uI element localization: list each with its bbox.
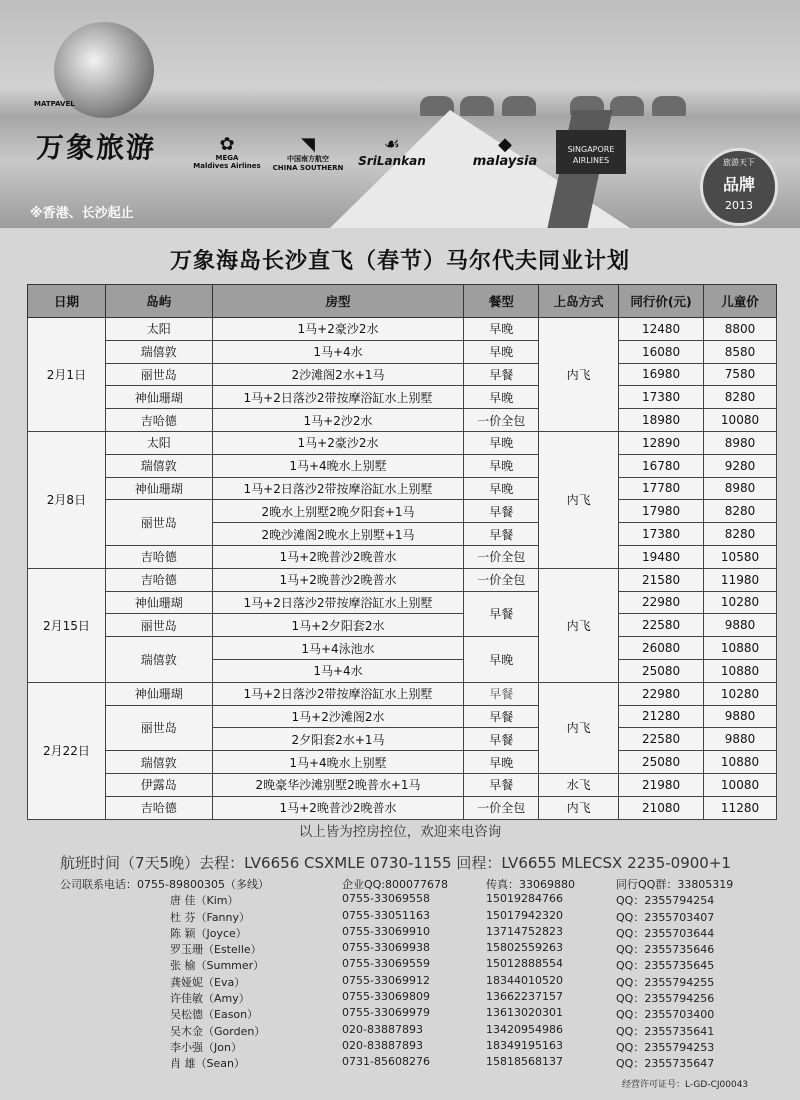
col-child-price: 儿童价 (704, 285, 777, 318)
company-phone: 公司联系电话：0755-89800305（多线） (60, 878, 269, 891)
child-price-cell: 7580 (704, 363, 777, 386)
airline-china-southern: ◥ 中国南方航空 CHINA SOUTHERN (268, 136, 348, 172)
contact-tel: 0755-33069809 (342, 990, 430, 1004)
meal-cell: 早晚 (464, 477, 539, 500)
island-cell: 神仙珊瑚 (105, 591, 212, 614)
contact-qq: QQ：2355794255 (616, 975, 715, 989)
meal-cell: 早餐 (464, 500, 539, 523)
airline-mega: ✿ MEGA Maldives Airlines (193, 134, 261, 170)
booking-note: 以上皆为控房控位，欢迎来电咨询 (298, 824, 502, 840)
transfer-cell: 内飞 (539, 431, 619, 568)
table-row (28, 363, 777, 386)
price-cell: 22580 (619, 614, 704, 637)
child-price-cell: 10080 (704, 773, 777, 796)
room-cell: 2晚豪华沙滩别墅2晚普水+1马 (212, 773, 464, 796)
contact-qq: QQ：2355735641 (616, 1024, 715, 1038)
hero-banner (0, 0, 800, 228)
contact-name: 唐 佳（Kim） (170, 894, 239, 908)
room-cell: 1马+2日落沙2带按摩浴缸水上别墅 (212, 386, 464, 409)
room-cell: 2夕阳套2水+1马 (212, 728, 464, 751)
price-cell: 21280 (619, 705, 704, 728)
price-cell: 18980 (619, 409, 704, 432)
col-date: 日期 (28, 285, 106, 318)
contact-qq: QQ：2355703644 (616, 926, 715, 940)
contact-mobile: 18344010520 (486, 973, 563, 987)
island-cell: 太阳 (105, 431, 212, 454)
contact-tel: 0755-33069912 (342, 973, 430, 987)
meal-cell: 早餐 (464, 682, 539, 705)
child-price-cell: 10580 (704, 545, 777, 568)
table-row (28, 477, 777, 500)
contact-mobile: 15012888554 (486, 957, 563, 971)
contact-mobile: 18349195163 (486, 1038, 563, 1052)
price-cell: 26080 (619, 637, 704, 660)
meal-cell: 早餐 (464, 591, 539, 637)
contact-name: 肖 雄（Sean） (170, 1057, 245, 1071)
company-qq: 企业QQ:800077678 (342, 878, 449, 891)
table-row (28, 705, 777, 728)
table-row (28, 454, 777, 477)
island-cell: 瑞僖敦 (105, 340, 212, 363)
island-cell: 瑞僖敦 (105, 637, 212, 683)
meal-cell: 早餐 (464, 705, 539, 728)
contact-mobile: 13714752823 (486, 924, 563, 938)
island-cell: 瑞僖敦 (105, 454, 212, 477)
col-price: 同行价(元) (619, 285, 704, 318)
price-cell: 12480 (619, 318, 704, 341)
room-cell: 1马+4晚水上别墅 (212, 751, 464, 774)
island-cell: 神仙珊瑚 (105, 682, 212, 705)
meal-cell: 早餐 (464, 523, 539, 546)
child-price-cell: 8280 (704, 386, 777, 409)
contact-tel: 020-83887893 (342, 1022, 423, 1036)
tail-icon: ◥ (301, 134, 315, 155)
company-qq-group: 同行QQ群：33805319 (616, 878, 734, 891)
price-cell: 17980 (619, 500, 704, 523)
room-cell: 1马+2晚普沙2晚普水 (212, 568, 464, 591)
date-cell: 2月22日 (28, 682, 106, 819)
meal-cell: 早晚 (464, 751, 539, 774)
airline-srilankan: ☙ SriLankan (352, 136, 432, 168)
meal-cell: 一价全包 (464, 796, 539, 819)
meal-cell: 早晚 (464, 340, 539, 363)
table-row (28, 500, 777, 523)
kite-icon: ◆ (498, 134, 512, 155)
table-row (28, 386, 777, 409)
contact-name: 吴松德（Eason） (170, 1008, 259, 1022)
price-cell: 21980 (619, 773, 704, 796)
island-cell: 吉哈德 (105, 409, 212, 432)
date-cell: 2月8日 (28, 431, 106, 568)
island-cell: 吉哈德 (105, 796, 212, 819)
island-cell: 神仙珊瑚 (105, 386, 212, 409)
contact-name: 李小强（Jon） (170, 1040, 242, 1054)
meal-cell: 早晚 (464, 637, 539, 683)
child-price-cell: 10880 (704, 659, 777, 682)
child-price-cell: 10280 (704, 591, 777, 614)
child-price-cell: 8280 (704, 500, 777, 523)
flower-icon: ✿ (219, 134, 235, 155)
table-row (28, 591, 777, 614)
room-cell: 1马+2晚普沙2晚普水 (212, 545, 464, 568)
price-cell: 25080 (619, 659, 704, 682)
child-price-cell: 8280 (704, 523, 777, 546)
child-price-cell: 10880 (704, 637, 777, 660)
col-room: 房型 (212, 285, 464, 318)
price-cell: 21580 (619, 568, 704, 591)
price-cell: 16780 (619, 454, 704, 477)
contact-tel: 0755-33069910 (342, 924, 430, 938)
col-transfer: 上岛方式 (539, 285, 619, 318)
island-cell: 吉哈德 (105, 545, 212, 568)
transfer-cell: 内飞 (539, 568, 619, 682)
child-price-cell: 10880 (704, 751, 777, 774)
table-row (28, 409, 777, 432)
contact-qq: QQ：2355735645 (616, 959, 715, 973)
room-cell: 2沙滩阁2水+1马 (212, 363, 464, 386)
island-cell: 丽世岛 (105, 363, 212, 386)
company-fax: 传真：33069880 (486, 878, 575, 891)
island-cell: 丽世岛 (105, 705, 212, 751)
table-row (28, 545, 777, 568)
contact-tel: 0731-85608276 (342, 1055, 430, 1069)
contact-tel: 0755-33069558 (342, 892, 430, 906)
meal-cell: 早晚 (464, 454, 539, 477)
contact-mobile: 13613020301 (486, 1006, 563, 1020)
meal-cell: 一价全包 (464, 409, 539, 432)
room-cell: 2晚水上别墅2晚夕阳套+1马 (212, 500, 464, 523)
child-price-cell: 8980 (704, 431, 777, 454)
contact-tel: 0755-33069938 (342, 941, 430, 955)
contact-tel: 0755-33051163 (342, 908, 430, 922)
contact-name: 罗玉珊（Estelle） (170, 943, 262, 957)
table-row (28, 318, 777, 341)
table-row (28, 614, 777, 637)
island-cell: 丽世岛 (105, 614, 212, 637)
table-row (28, 751, 777, 774)
license-number: 经营许可证号：L-GD-CJ00043 (622, 1080, 749, 1090)
contact-qq: QQ：2355703400 (616, 1008, 715, 1022)
table-row (28, 682, 777, 705)
room-cell: 1马+4泳池水 (212, 637, 464, 660)
price-cell: 22580 (619, 728, 704, 751)
brand-award-badge: 旅游天下 品牌 2013 (700, 148, 778, 226)
room-cell: 1马+4水 (212, 340, 464, 363)
room-cell: 1马+4水 (212, 659, 464, 682)
contact-mobile: 15802559263 (486, 941, 563, 955)
price-cell: 12890 (619, 431, 704, 454)
child-price-cell: 8580 (704, 340, 777, 363)
island-cell: 神仙珊瑚 (105, 477, 212, 500)
price-cell: 21080 (619, 796, 704, 819)
table-row (28, 773, 777, 796)
island-cell: 丽世岛 (105, 500, 212, 546)
room-cell: 1马+4晚水上别墅 (212, 454, 464, 477)
room-cell: 1马+2沙滩阁2水 (212, 705, 464, 728)
room-cell: 1马+2夕阳套2水 (212, 614, 464, 637)
meal-cell: 一价全包 (464, 568, 539, 591)
peacock-icon: ☙ (383, 134, 401, 155)
price-cell: 17380 (619, 523, 704, 546)
island-cell: 伊露岛 (105, 773, 212, 796)
child-price-cell: 9880 (704, 705, 777, 728)
contact-tel: 0755-33069559 (342, 957, 430, 971)
origin-note: ※香港、长沙起止 (30, 206, 134, 221)
contact-qq: QQ：2355703407 (616, 910, 715, 924)
contact-qq: QQ：2355794256 (616, 992, 715, 1006)
contact-name: 许佳敏（Amy） (170, 992, 250, 1006)
transfer-cell: 内飞 (539, 318, 619, 432)
contact-qq: QQ：2355735647 (616, 1057, 715, 1071)
room-cell: 1马+2日落沙2带按摩浴缸水上别墅 (212, 682, 464, 705)
child-price-cell: 9880 (704, 614, 777, 637)
table-row (28, 340, 777, 363)
child-price-cell: 9280 (704, 454, 777, 477)
child-price-cell: 8980 (704, 477, 777, 500)
contact-name: 杜 芬（Fanny） (170, 910, 251, 924)
contact-name: 龚娅妮（Eva） (170, 975, 246, 989)
room-cell: 1马+2晚普沙2晚普水 (212, 796, 464, 819)
child-price-cell: 11980 (704, 568, 777, 591)
room-cell: 1马+2日落沙2带按摩浴缸水上别墅 (212, 477, 464, 500)
table-header (28, 285, 777, 318)
table-row (28, 431, 777, 454)
meal-cell: 早晚 (464, 431, 539, 454)
col-meal: 餐型 (464, 285, 539, 318)
contact-mobile: 15019284766 (486, 892, 563, 906)
price-cell: 17380 (619, 386, 704, 409)
child-price-cell: 8800 (704, 318, 777, 341)
price-cell: 16080 (619, 340, 704, 363)
child-price-cell: 11280 (704, 796, 777, 819)
contact-qq: QQ：2355794254 (616, 894, 715, 908)
table-row (28, 796, 777, 819)
meal-cell: 早餐 (464, 363, 539, 386)
flight-schedule: 航班时间（7天5晚）去程：LV6656 CSXMLE 0730-1155 回程：LV6655 MLECSX 2235-0900+1 (60, 854, 731, 872)
island-cell: 吉哈德 (105, 568, 212, 591)
date-cell: 2月1日 (28, 318, 106, 432)
child-price-cell: 10280 (704, 682, 777, 705)
airline-singapore: SINGAPORE AIRLINES (556, 130, 626, 174)
meal-cell: 早晚 (464, 386, 539, 409)
transfer-cell: 内飞 (539, 796, 619, 819)
child-price-cell: 10080 (704, 409, 777, 432)
price-table (27, 284, 777, 820)
contact-qq: QQ：2355735646 (616, 943, 715, 957)
contact-tel: 0755-33069979 (342, 1006, 430, 1020)
room-cell: 1马+2豪沙2水 (212, 431, 464, 454)
meal-cell: 早晚 (464, 318, 539, 341)
contact-name: 陈 颖（Joyce） (170, 926, 247, 940)
contact-name: 吴木金（Gorden） (170, 1024, 266, 1038)
price-cell: 19480 (619, 545, 704, 568)
island-cell: 瑞僖敦 (105, 751, 212, 774)
brand-name: 万象旅游 (36, 131, 157, 164)
contact-tel: 020-83887893 (342, 1038, 423, 1052)
table-row (28, 568, 777, 591)
room-cell: 1马+2豪沙2水 (212, 318, 464, 341)
meal-cell: 早餐 (464, 728, 539, 751)
meal-cell: 一价全包 (464, 545, 539, 568)
contact-mobile: 15017942320 (486, 908, 563, 922)
price-cell: 17780 (619, 477, 704, 500)
contact-mobile: 13420954986 (486, 1022, 563, 1036)
price-cell: 25080 (619, 751, 704, 774)
airline-malaysia: ◆ malaysia (462, 136, 548, 169)
price-cell: 22980 (619, 682, 704, 705)
room-cell: 1马+2沙2水 (212, 409, 464, 432)
transfer-cell: 水飞 (539, 773, 619, 796)
room-cell: 2晚沙滩阁2晚水上别墅+1马 (212, 523, 464, 546)
meal-cell: 早餐 (464, 773, 539, 796)
price-cell: 16980 (619, 363, 704, 386)
child-price-cell: 9880 (704, 728, 777, 751)
page-title: 万象海岛长沙直飞（春节）马尔代夫同业计划 (169, 249, 630, 274)
contact-mobile: 13662237157 (486, 990, 563, 1004)
logo-text: MATPAVEL (34, 100, 75, 108)
date-cell: 2月15日 (28, 568, 106, 682)
table-row (28, 637, 777, 660)
contact-name: 张 榆（Summer） (170, 959, 265, 973)
island-cell: 太阳 (105, 318, 212, 341)
contact-qq: QQ：2355794253 (616, 1040, 715, 1054)
contact-mobile: 15818568137 (486, 1055, 563, 1069)
room-cell: 1马+2日落沙2带按摩浴缸水上别墅 (212, 591, 464, 614)
transfer-cell: 内飞 (539, 682, 619, 773)
col-island: 岛屿 (105, 285, 212, 318)
price-cell: 22980 (619, 591, 704, 614)
